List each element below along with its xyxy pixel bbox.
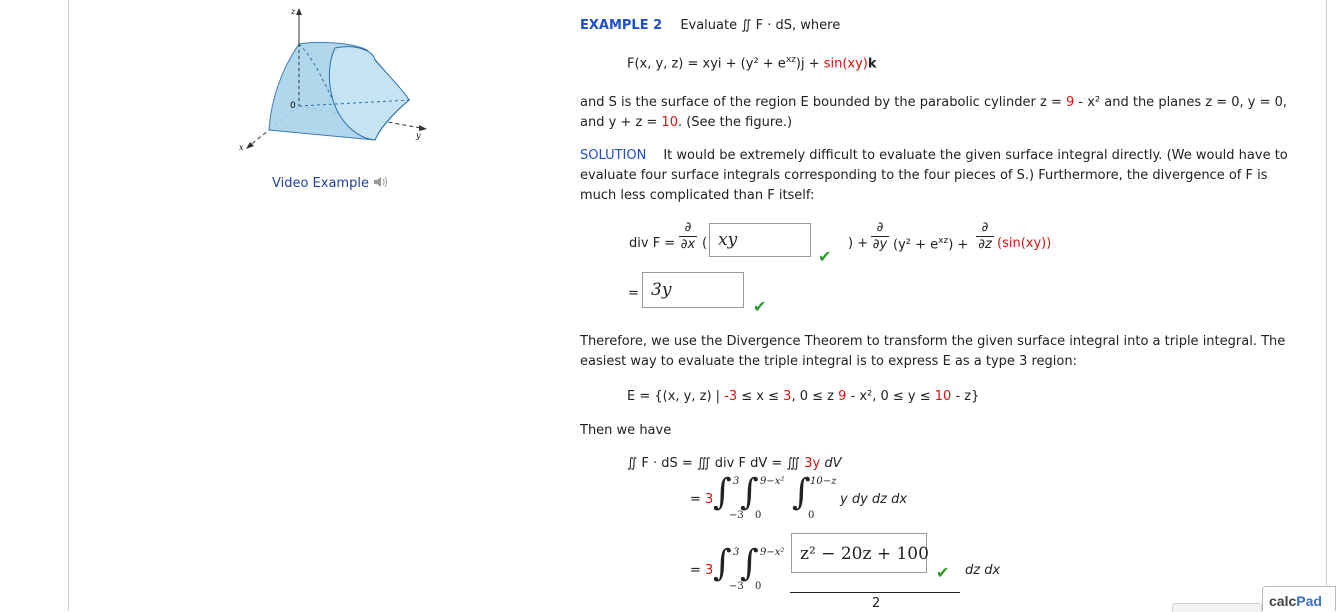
label-origin: 0: [290, 101, 296, 111]
integral-sign: ∫: [740, 543, 759, 584]
f-def-part: )j +: [795, 56, 824, 72]
region-figure: [235, 0, 435, 160]
partial-x-fraction: [679, 220, 697, 252]
limit-top: 10−z: [810, 476, 837, 487]
limit-top: 9−x²: [760, 476, 785, 487]
partial-symbol: ∂: [684, 220, 692, 235]
evaluate-text: Evaluate ∬ F · dS, where: [680, 18, 841, 33]
solution-line: It would be extremely difficult to evaluate the given surface integral directly. (We would have to: [663, 148, 1288, 163]
example-label: EXAMPLE 2: [580, 18, 663, 33]
therefore-line: easiest way to evaluate the triple integral is to express E as a type 3 region:: [580, 354, 1077, 369]
z-axis-arrow: [296, 8, 302, 15]
answer-box-3y[interactable]: [642, 272, 744, 308]
integral-part: ∬ F · dS = ∭ div F dV = ∭: [627, 456, 805, 471]
partial-symbol: ∂: [876, 220, 884, 235]
close-paren-plus: ) +: [848, 236, 869, 251]
region-text: and y + z =: [580, 115, 662, 130]
speaker-icon[interactable]: [373, 175, 389, 189]
label-x: x: [239, 143, 244, 152]
integral-sign: ∫: [792, 472, 811, 513]
video-example-link[interactable]: [272, 175, 389, 191]
region-text: and S is the surface of the region E bounded by the parabolic cylinder z =: [580, 95, 1066, 110]
open-paren: (: [702, 236, 708, 251]
partial-symbol: ∂: [981, 220, 989, 235]
region-set: [627, 389, 979, 404]
region-set-part: - x², 0 ≤ y ≤: [846, 389, 935, 404]
integral-part: dV: [820, 456, 842, 471]
coef-3: 3: [705, 492, 714, 507]
label-y: y: [416, 131, 421, 140]
div-lhs: div F =: [629, 236, 676, 251]
partial-dy: ∂y: [872, 237, 888, 252]
check-icon: ✔: [818, 247, 832, 266]
solution-paragraph: [580, 146, 1320, 206]
limit-top: 3: [733, 476, 740, 487]
check-icon: ✔: [753, 297, 767, 316]
integral-line-1: [627, 456, 842, 471]
then-we-have: Then we have: [580, 423, 672, 438]
term2-part: ) +: [948, 237, 969, 253]
f-def-k: k: [867, 56, 877, 72]
equals-3: =: [690, 563, 701, 578]
region-text: - x² and the planes z = 0, y = 0,: [1074, 95, 1288, 110]
right-frame-border: [1326, 0, 1327, 611]
region-9: 9: [1065, 95, 1075, 110]
answer-3y-value: 3y: [651, 280, 672, 300]
calcpad-calc: calc: [1269, 593, 1297, 609]
solution-label: SOLUTION: [580, 148, 647, 163]
answer-xy-value: xy: [718, 230, 738, 250]
example-header: [580, 18, 840, 33]
term2-exponent: xz: [938, 236, 949, 246]
region-set-part: E = {(x, y, z) |: [627, 389, 725, 404]
check-icon: ✔: [936, 563, 950, 582]
region-set-pos3: 3: [783, 389, 792, 404]
region-10: 10: [661, 115, 678, 130]
partial-dz: ∂z: [978, 237, 992, 252]
answer-box-xy[interactable]: [709, 223, 811, 257]
integral-sign: ∫: [713, 543, 732, 584]
partial-dx: ∂x: [680, 237, 696, 252]
partial-z-fraction: [976, 220, 994, 252]
f-definition: [627, 55, 877, 71]
answer-quadratic-value: z² − 20z + 100: [800, 544, 929, 564]
integrand-2: dz dx: [965, 563, 1001, 578]
solution-line: much less complicated than F itself:: [580, 188, 815, 203]
region-set-part: ≤ x ≤: [737, 389, 784, 404]
solution-line: evaluate four surface integrals corresponding to the four pieces of S.) Furthermore, the divergence of F is: [580, 168, 1268, 183]
limit-bottom: −3: [729, 581, 744, 592]
region-set-ten: 10: [934, 389, 952, 404]
term3: (sin(xy)): [997, 236, 1052, 251]
limit-top: 3: [733, 547, 740, 558]
calcpad-pad: Pad: [1296, 593, 1322, 609]
region-set-nine: 9: [838, 389, 847, 404]
partial-y-fraction: [871, 220, 889, 252]
term2: [893, 236, 968, 252]
region-set-part: - z}: [951, 389, 980, 404]
label-z: z: [291, 7, 296, 16]
f-def-exponent: xz: [785, 55, 796, 65]
answer-box-quadratic[interactable]: [791, 533, 927, 573]
therefore-line: Therefore, we use the Divergence Theorem to transform the given surface integral into a triple integral. The: [580, 334, 1286, 349]
limit-bottom: 0: [755, 510, 762, 521]
region-set-neg3: -3: [724, 389, 738, 404]
equals-2: =: [690, 492, 701, 507]
calcpad-button[interactable]: [1262, 586, 1336, 611]
limit-bottom: 0: [808, 510, 815, 521]
integral-3y: 3y: [804, 456, 821, 471]
fraction-bar: [790, 592, 960, 593]
therefore-paragraph: [580, 332, 1320, 372]
term2-part: (y² + e: [893, 237, 939, 253]
denominator: 2: [872, 596, 881, 611]
region-set-part: , 0 ≤ z: [791, 389, 839, 404]
limit-bottom: −3: [729, 510, 744, 521]
integral-sign: ∫: [740, 472, 759, 513]
region-text: . (See the figure.): [677, 115, 793, 130]
limit-top: 9−x²: [760, 547, 785, 558]
f-def-part: F(x, y, z) = xyi + (y² + e: [627, 56, 786, 72]
integrand-1: y dy dz dx: [840, 492, 908, 507]
region-description: [580, 93, 1287, 133]
video-example-label[interactable]: Video Example: [272, 176, 369, 191]
integral-sign: ∫: [713, 472, 732, 513]
coef-3b: 3: [705, 563, 714, 578]
f-def-sin: sin(xy): [823, 56, 868, 72]
left-frame-border: [68, 0, 69, 611]
equals-sign: =: [628, 286, 639, 301]
limit-bottom: 0: [755, 581, 762, 592]
